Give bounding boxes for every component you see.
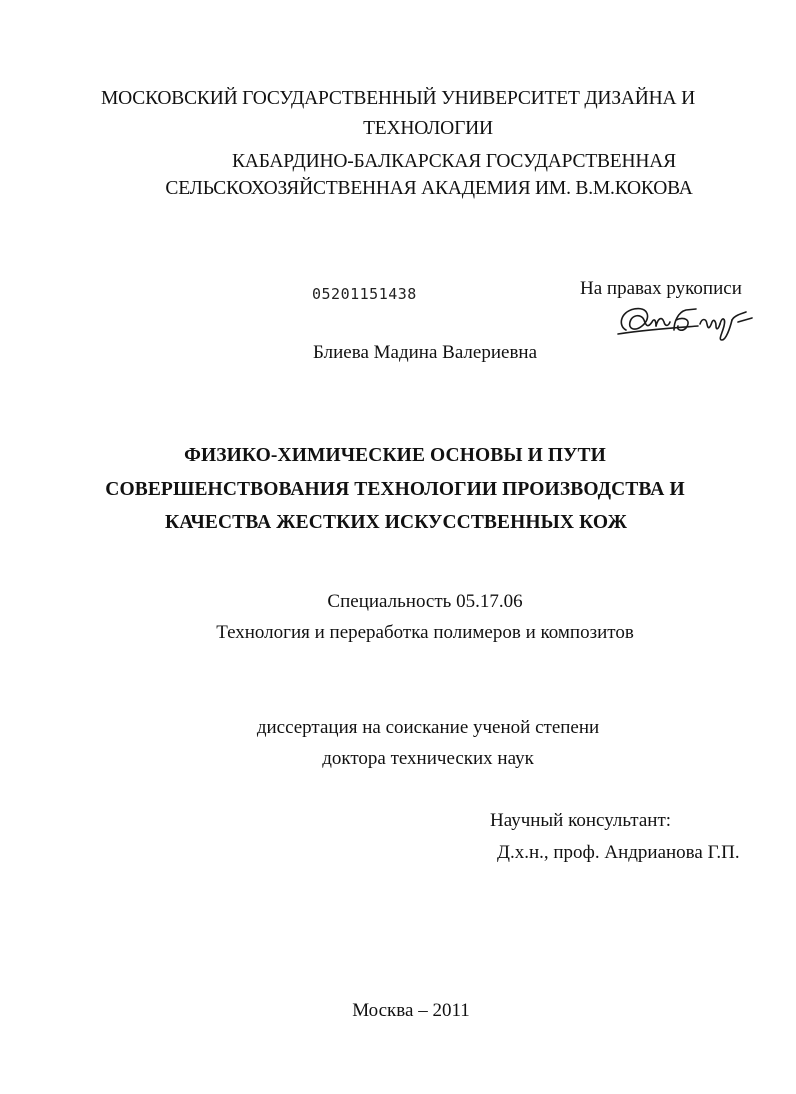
author-name: Блиева Мадина Валериевна (313, 342, 538, 363)
specialty-code: Специальность 05.17.06 (327, 591, 523, 612)
consultant-label: Научный консультант: (490, 810, 672, 831)
signature-image (612, 300, 758, 342)
title-line-2: СОВЕРШЕНСТВОВАНИЯ ТЕХНОЛОГИИ ПРОИЗВОДСТВА И (105, 479, 685, 500)
degree-line-1: диссертация на соискание ученой степени (256, 717, 600, 738)
registry-code: 05201151438 (312, 285, 417, 303)
institution-line-1: МОСКОВСКИЙ ГОСУДАРСТВЕННЫЙ УНИВЕРСИТЕТ ДИЗАЙНА И (101, 88, 695, 109)
institution-line-3: КАБАРДИНО-БАЛКАРСКАЯ ГОСУДАРСТВЕННАЯ (232, 151, 676, 172)
specialty-name: Технология и переработка полимеров и композитов (216, 622, 634, 643)
institution-line-2: ТЕХНОЛОГИИ (363, 118, 493, 139)
degree-line-2: доктора технических наук (322, 748, 534, 769)
institution-line-4: СЕЛЬСКОХОЗЯЙСТВЕННАЯ АКАДЕМИЯ ИМ. В.М.КОКОВА (165, 178, 693, 199)
consultant-name: Д.х.н., проф. Андрианова Г.П. (497, 842, 740, 863)
rights-note: На правах рукописи (580, 278, 742, 299)
place-year: Москва – 2011 (352, 1000, 470, 1021)
title-line-3: КАЧЕСТВА ЖЕСТКИХ ИСКУССТВЕННЫХ КОЖ (165, 512, 627, 533)
title-line-1: ФИЗИКО-ХИМИЧЕСКИЕ ОСНОВЫ И ПУТИ (184, 445, 606, 466)
